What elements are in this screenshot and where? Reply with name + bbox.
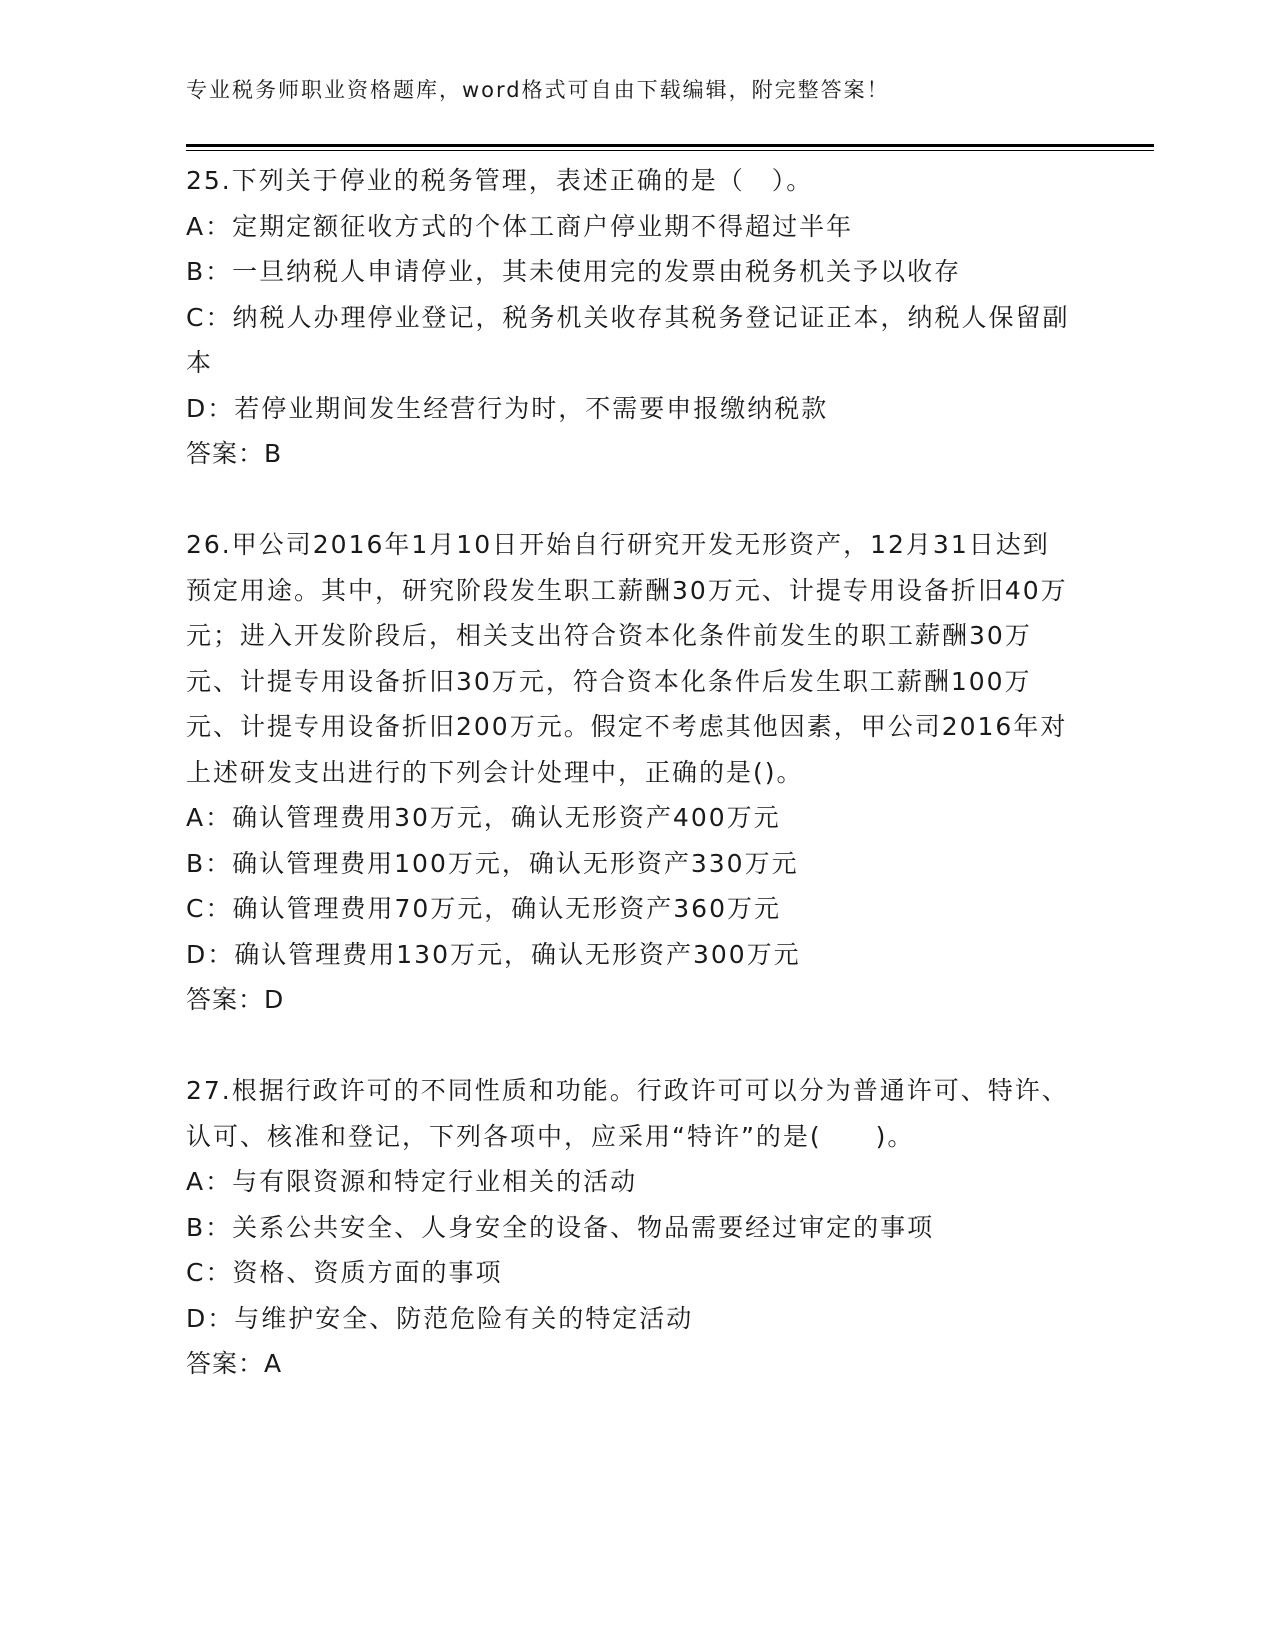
question-list: [186, 158, 1076, 1387]
answer: 答案：B: [186, 439, 283, 468]
spacer: [186, 1023, 1076, 1069]
option-c: C：确认管理费用70万元，确认无形资产360万元: [186, 894, 781, 923]
option-c: C：资格、资质方面的事项: [186, 1258, 503, 1287]
option-a: A：与有限资源和特定行业相关的活动: [186, 1167, 638, 1196]
question-stem: 25.下列关于停业的税务管理，表述正确的是（ ）。: [186, 166, 814, 195]
spacer: [186, 477, 1076, 523]
question-25: [186, 158, 1076, 477]
question-27: [186, 1068, 1076, 1387]
option-c: C：纳税人办理停业登记，税务机关收存其税务登记证正本，纳税人保留副本: [186, 302, 1070, 377]
page-header: 专业税务师职业资格题库，word格式可自由下载编辑，附完整答案！: [186, 78, 890, 102]
option-a: A：确认管理费用30万元，确认无形资产400万元: [186, 803, 781, 832]
option-a: A：定期定额征收方式的个体工商户停业期不得超过半年: [186, 211, 854, 241]
option-d: D：确认管理费用130万元，确认无形资产300万元: [186, 939, 801, 969]
answer: 答案：D: [186, 985, 285, 1014]
question-26: [186, 522, 1076, 1023]
header-rule-thick: [186, 144, 1154, 147]
answer: 答案：A: [186, 1349, 283, 1378]
option-d: D：与维护安全、防范危险有关的特定活动: [186, 1303, 694, 1333]
header-rule-thin: [186, 150, 1154, 151]
option-b: B：关系公共安全、人身安全的设备、物品需要经过审定的事项: [186, 1212, 935, 1242]
option-b: B：一旦纳税人申请停业，其未使用完的发票由税务机关予以收存: [186, 257, 962, 286]
question-stem: 26.甲公司2016年1月10日开始自行研究开发无形资产，12月31日达到预定用途。其中，研究阶段发生职工薪酬30万元、计提专用设备折旧40万元；进入开发阶段后，相关支出符合资本化条件前发生的职工薪酬30万元、计提专用设备折旧30万元，符合资本化条件后发生职工薪酬100万元、计提专用设备折旧200万元。假定不考虑其他因素，甲公司2016年对上述研发支出进行的下列会计处理中，正确的是()。: [186, 530, 1068, 787]
option-b: B：确认管理费用100万元，确认无形资产330万元: [186, 848, 799, 878]
option-d: D：若停业期间发生经营行为时，不需要申报缴纳税款: [186, 393, 829, 423]
question-stem: 27.根据行政许可的不同性质和功能。行政许可可以分为普通许可、特许、认可、核准和登记，下列各项中，应采用“特许”的是( )。: [186, 1076, 1069, 1151]
